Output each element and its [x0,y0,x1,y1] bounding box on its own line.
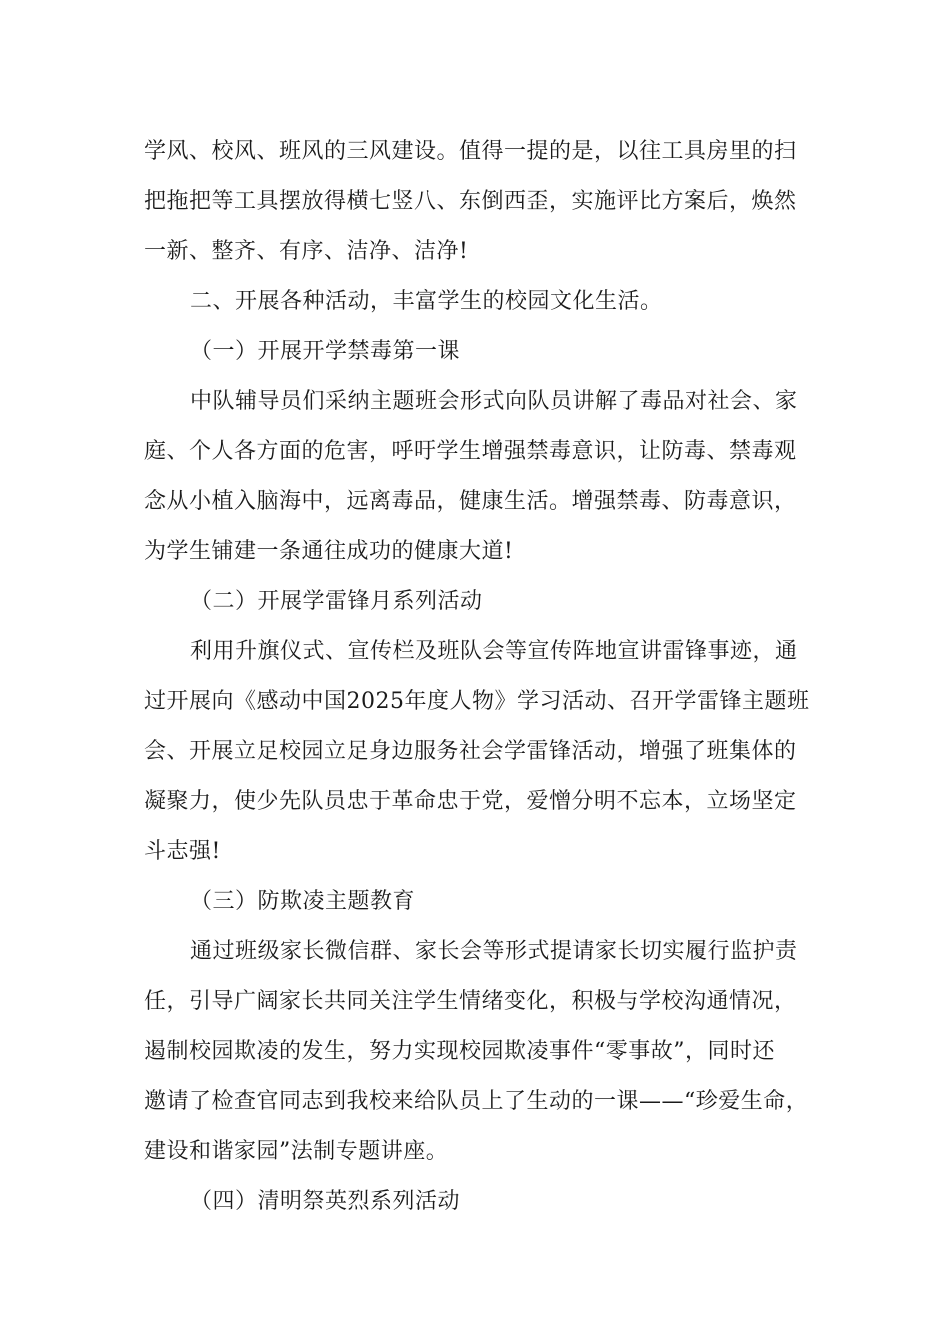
paragraph-line: 通过班级家长微信群、家长会等形式提请家长切实履行监护责 [190,939,798,964]
paragraph-line: 邀请了检查官同志到我校来给队员上了生动的一课——“珍爱生命， [144,1089,809,1114]
paragraph-line: 凝聚力，使少先队员忠于革命忠于党，爱憎分明不忘本，立场坚定 [144,789,797,814]
paragraph-line: 会、开展立足校园立足身边服务社会学雷锋活动，增强了班集体的 [144,739,797,764]
paragraph-line: 学风、校风、班风的三风建设。值得一提的是，以往工具房里的扫 [144,139,797,164]
paragraph-line: 过开展向《感动中国2025年度人物》学习活动、召开学雷锋主题班 [144,689,810,714]
paragraph-line: 遏制校园欺凌的发生，努力实现校园欺凌事件“零事故”，同时还 [144,1039,775,1064]
subsection-heading: （三）防欺凌主题教育 [190,889,416,914]
paragraph-line: 一新、整齐、有序、洁净、洁净! [144,239,469,264]
section-heading: 二、开展各种活动，丰富学生的校园文化生活。 [190,289,663,314]
paragraph-line: 中队辅导员们采纳主题班会形式向队员讲解了毒品对社会、家 [190,389,798,414]
paragraph-line: 任，引导广阔家长共同关注学生情绪变化，积极与学校沟通情况， [144,989,797,1014]
subsection-heading: （二）开展学雷锋月系列活动 [190,589,483,614]
paragraph-line: 利用升旗仪式、宣传栏及班队会等宣传阵地宣讲雷锋事迹，通 [190,639,798,664]
paragraph-line: 建设和谐家园”法制专题讲座。 [144,1139,449,1164]
subsection-heading: （四）清明祭英烈系列活动 [190,1189,461,1214]
paragraph-line: 为学生铺建一条通往成功的健康大道! [144,539,514,564]
paragraph-line: 庭、个人各方面的危害，呼吁学生增强禁毒意识，让防毒、禁毒观 [144,439,797,464]
paragraph-line: 斗志强! [144,839,221,864]
paragraph-line: 把拖把等工具摆放得横七竖八、东倒西歪，实施评比方案后，焕然 [144,189,797,214]
paragraph-line: 念从小植入脑海中，远离毒品，健康生活。增强禁毒、防毒意识， [144,489,797,514]
subsection-heading: （一）开展开学禁毒第一课 [190,339,461,364]
